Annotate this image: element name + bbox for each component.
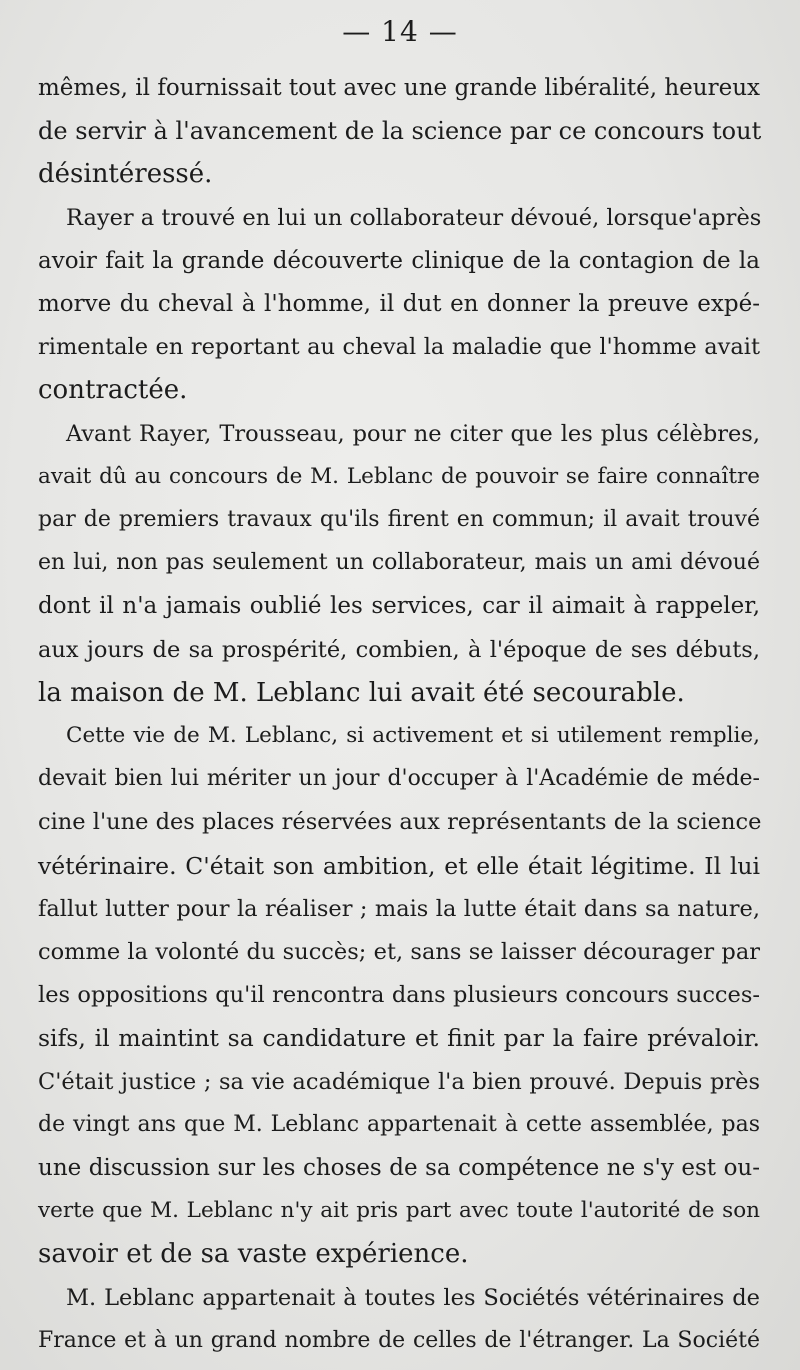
text-line: verte que M. Leblanc n'y ait pris part avec toute l'autorité de son	[38, 1198, 760, 1224]
text-line: la maison de M. Leblanc lui avait été secourable.	[38, 677, 685, 708]
text-line: les oppositions qu'il rencontra dans plusieurs concours succes-	[38, 982, 760, 1009]
text-line: de servir à l'avancement de la science par ce concours tout	[38, 117, 762, 146]
text-line: avait dû au concours de M. Leblanc de pouvoir se faire connaître	[38, 463, 760, 489]
text-line: sifs, il maintint sa candidature et finit par la faire prévaloir.	[38, 1024, 760, 1053]
text-line: savoir et de sa vaste expérience.	[38, 1239, 469, 1270]
text-line: France et à un grand nombre de celles de l'étranger. La Société	[38, 1327, 760, 1353]
text-line: en lui, non pas seulement un collaborateur, mais un ami dévoué	[38, 550, 760, 576]
text-line: aux jours de sa prospérité, combien, à l'époque de ses débuts,	[38, 636, 760, 663]
text-line: vétérinaire. C'était son ambition, et elle était légitime. Il lui	[38, 851, 760, 880]
text-line: par de premiers travaux qu'ils firent en commun; il avait trouvé	[38, 507, 760, 532]
text-line: morve du cheval à l'homme, il dut en donner la preuve expé-	[38, 291, 760, 317]
text-line: avoir fait la grande découverte clinique de la contagion de la	[38, 247, 760, 274]
text-line: Avant Rayer, Trousseau, pour ne citer que les plus célèbres,	[66, 420, 760, 447]
text-line: Rayer a trouvé en lui un collaborateur dévoué, lorsque'après	[66, 204, 762, 231]
text-line: une discussion sur les choses de sa compétence ne s'y est ou-	[38, 1155, 760, 1181]
text-line: fallut lutter pour la réaliser ; mais la lutte était dans sa nature,	[38, 895, 760, 922]
text-line: devait bien lui mériter un jour d'occuper à l'Académie de méde-	[38, 766, 760, 792]
text-line: rimentale en reportant au cheval la maladie que l'homme avait	[38, 334, 760, 361]
text-line: comme la volonté du succès; et, sans se laisser décourager par	[38, 939, 760, 965]
text-line: M. Leblanc appartenait à toutes les Sociétés vétérinaires de	[66, 1284, 760, 1311]
text-line: Cette vie de M. Leblanc, si activement et si utilement remplie,	[66, 723, 760, 748]
text-line: dont il n'a jamais oublié les services, car il aimait à rappeler,	[38, 593, 760, 620]
page-number: — 14 —	[342, 15, 458, 48]
text-line: C'était justice ; sa vie académique l'a bien prouvé. Depuis près	[38, 1068, 760, 1095]
text-line: cine l'une des places réservées aux représentants de la science	[38, 809, 762, 836]
text-line: contractée.	[38, 375, 188, 406]
text-line: désintéressé.	[38, 159, 213, 190]
text-line: de vingt ans que M. Leblanc appartenait à cette assemblée, pas	[38, 1111, 760, 1137]
text-line: mêmes, il fournissait tout avec une grande libéralité, heureux	[38, 75, 760, 101]
